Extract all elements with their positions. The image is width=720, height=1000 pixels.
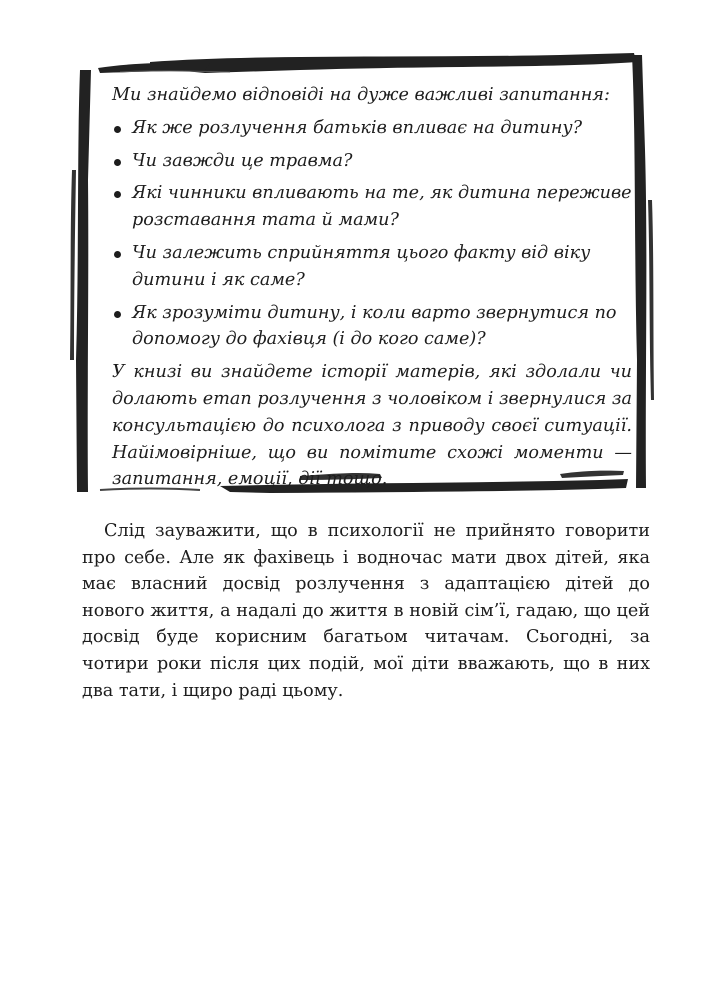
question-item: Як зрозуміти дитину, і коли варто звернутися по допомогу до фахівця (і до кого саме)? [112,300,632,354]
right-brush-stroke [632,55,646,488]
top-brush-stroke [150,53,636,73]
question-item: Які чинники впливають на те, як дитина переживе розставання тата й мами? [112,180,632,234]
question-list [112,115,632,353]
callout-box [112,82,632,493]
question-item: Як же розлучення батьків впливає на дитину? [112,115,632,142]
question-item: Чи залежить сприйняття цього факту від віку дитини і як саме? [112,240,632,294]
body-paragraph: Слід зауважити, що в психології не прийнято говорити про себе. Але як фахівець і водночас мати двох дітей, яка має власний досвід розлучення з адаптацією дітей до нового життя, а надалі до життя в новій сім’ї, гадаю, що цей досвід буде корисним багатьом читачам. Сьогодні, за чотири роки після цих подій, мої діти вважають, що в них два тати, і щиро раді цьому. [82,521,650,701]
callout-closing-paragraph: У книзі ви знайдете історії матерів, які здолали чи долають етап розлучення з чоловіком і звернулися за консультацією до психолога з приводу своєї ситуації. Найімовірніше, що ви помітите схожі моменти — запитання, емоції, дії тощо. [112,362,632,490]
callout-intro: Ми знайдемо відповіді на дуже важливі запитання: [112,85,610,105]
question-item: Чи завжди це травма? [112,148,632,175]
left-brush-stroke [76,70,91,492]
